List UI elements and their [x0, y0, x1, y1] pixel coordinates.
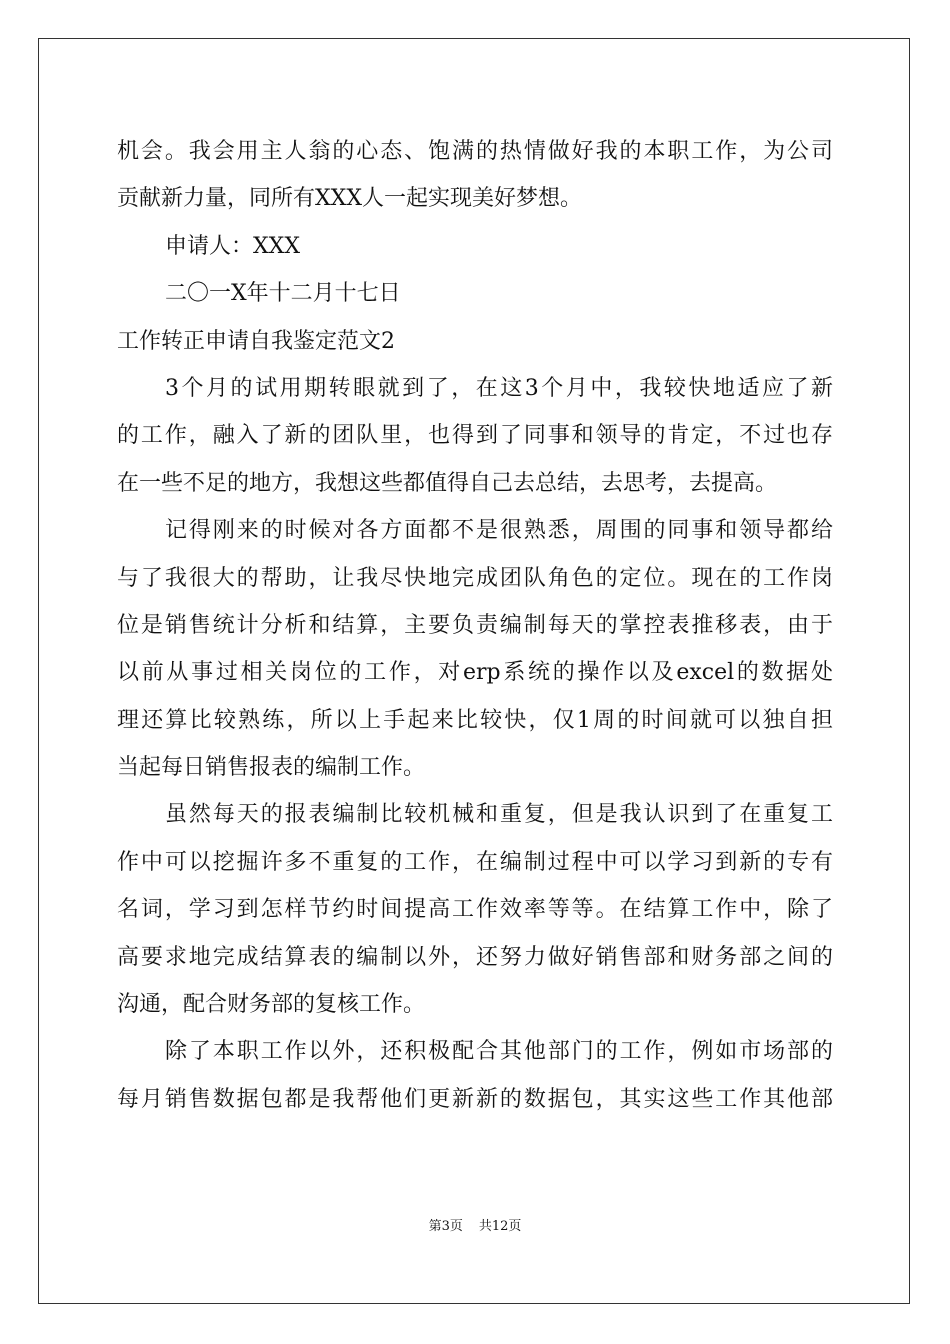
text-line: 虽然每天的报表编制比较机械和重复，但是我认识到了在重复工	[165, 802, 833, 828]
text-line: 以前从事过相关岗位的工作，对erp系统的操作以及excel的数据处	[117, 660, 833, 686]
text-line: 当起每日销售报表的编制工作。	[117, 755, 426, 781]
text-line: 名词，学习到怎样节约时间提高工作效率等等。在结算工作中，除了	[117, 897, 833, 923]
text-line: 机会。我会用主人翁的心态、饱满的热情做好我的本职工作，为公司	[117, 139, 833, 164]
page-total: 共12页	[478, 1219, 522, 1234]
text-line: 二〇一X年十二月十七日	[165, 281, 401, 307]
text-line: 每月销售数据包都是我帮他们更新新的数据包，其实这些工作其他部	[117, 1086, 833, 1112]
text-line: 在一些不足的地方，我想这些都值得自己去总结，去思考，去提高。	[117, 470, 778, 496]
text-line: 除了本职工作以外，还积极配合其他部门的工作，例如市场部的	[165, 1039, 833, 1065]
text-line: 位是销售统计分析和结算，主要负责编制每天的掌控表推移表，由于	[117, 612, 833, 638]
text-line: 与了我很大的帮助，让我尽快地完成团队角色的定位。现在的工作岗	[117, 565, 833, 591]
text-line: 的工作，融入了新的团队里，也得到了同事和领导的肯定，不过也存	[117, 423, 833, 449]
text-line: 理还算比较熟练，所以上手起来比较快，仅1周的时间就可以独自担	[117, 707, 833, 733]
text-line: 记得刚来的时候对各方面都不是很熟悉，周围的同事和领导都给	[165, 518, 833, 544]
text-line: 高要求地完成结算表的编制以外，还努力做好销售部和财务部之间的	[117, 944, 833, 970]
text-line: 贡献新力量，同所有XXX人一起实现美好梦想。	[117, 186, 582, 212]
text-line: 申请人：XXX	[165, 233, 300, 259]
document-body	[117, 128, 833, 1123]
text-line: 沟通，配合财务部的复核工作。	[117, 992, 426, 1018]
text-line: 作中可以挖掘许多不重复的工作，在编制过程中可以学习到新的专有	[117, 849, 833, 875]
page-footer	[0, 1215, 950, 1234]
text-line: 3个月的试用期转眼就到了，在这3个月中，我较快地适应了新	[165, 375, 833, 401]
page-number: 第3页	[428, 1219, 463, 1234]
text-line: 工作转正申请自我鉴定范文2	[117, 328, 395, 354]
